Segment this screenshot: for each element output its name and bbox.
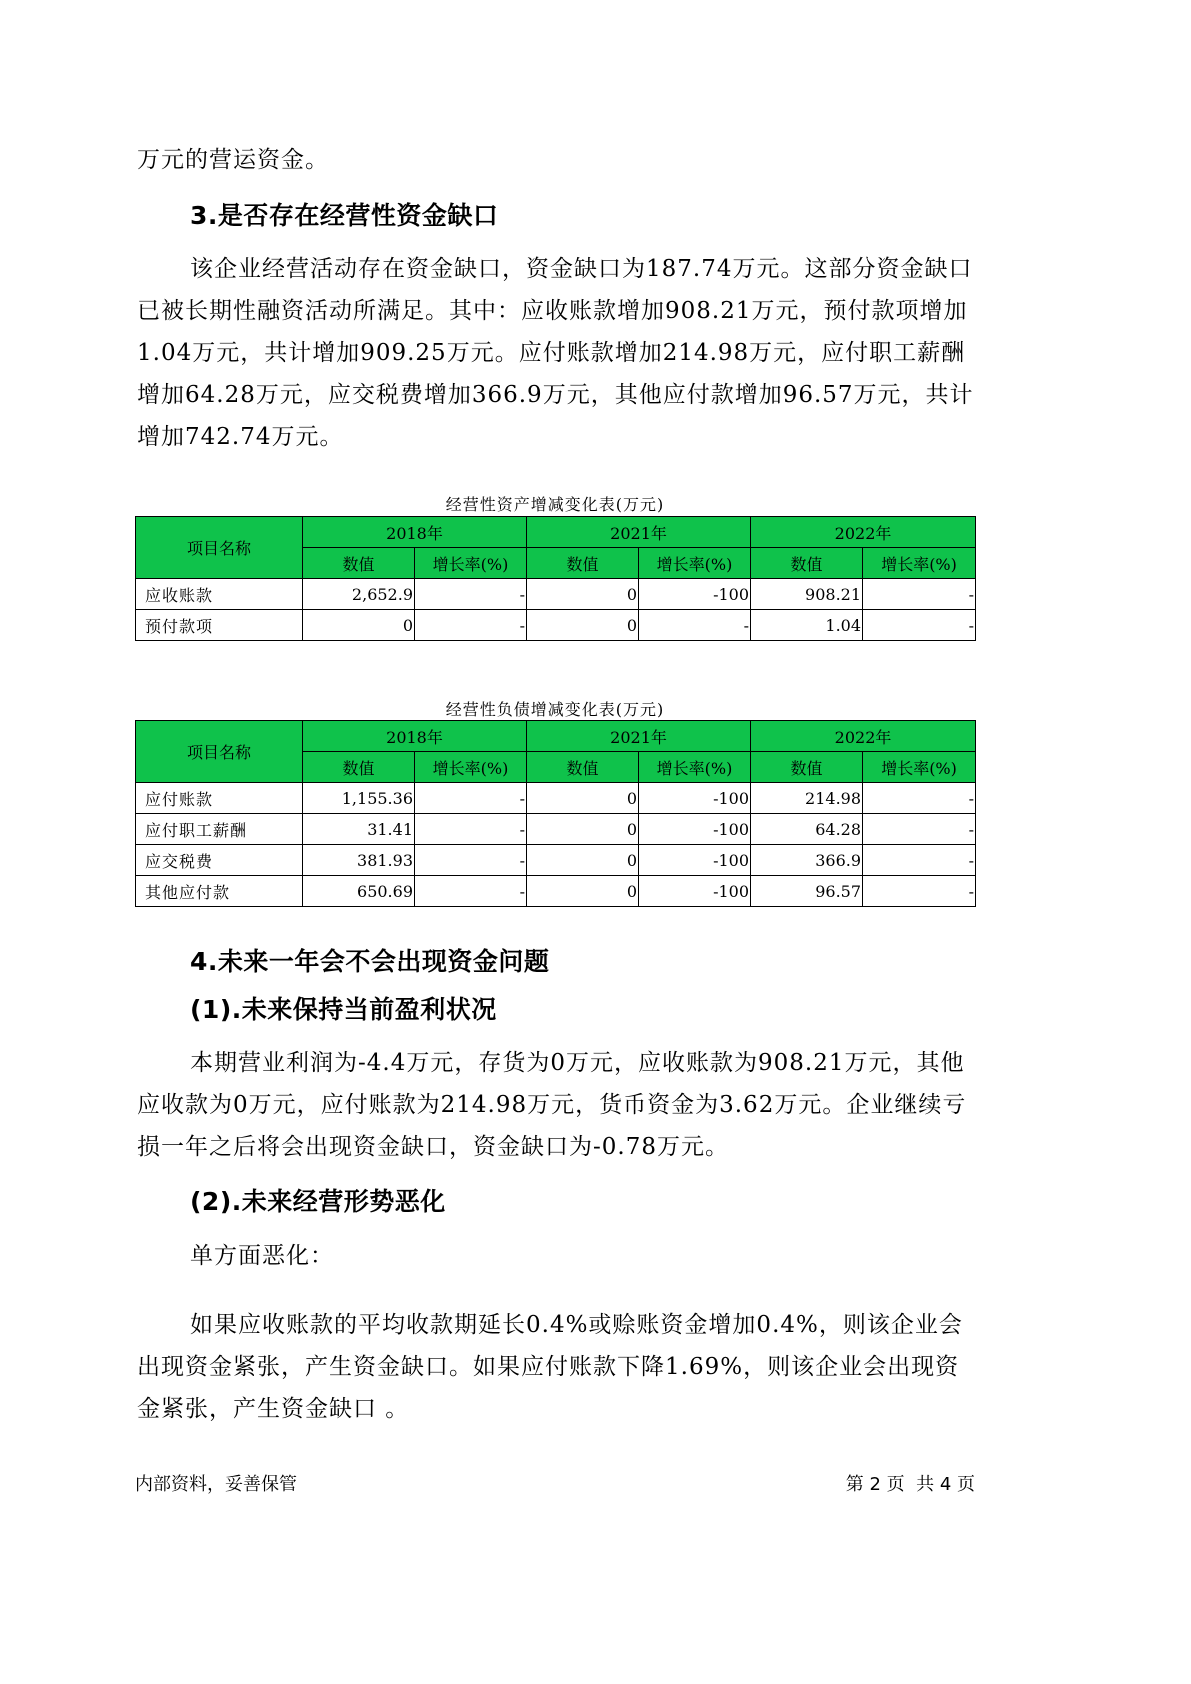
- row-item-name: 应收账款: [136, 579, 303, 610]
- growth-rate-header: 增长率(%): [863, 752, 976, 783]
- value-cell: 0: [527, 610, 639, 641]
- table-row: [136, 610, 976, 641]
- value-cell: 366.9: [751, 845, 863, 876]
- section-3-heading: 3.是否存在经营性资金缺口: [190, 201, 499, 230]
- growth-rate-cell: -: [863, 579, 976, 610]
- table-row: [136, 783, 976, 814]
- growth-rate-header: 增长率(%): [863, 548, 976, 579]
- value-header: 数值: [751, 752, 863, 783]
- section-3-paragraph: 该企业经营活动存在资金缺口，资金缺口为187.74万元。这部分资金缺口已被长期性融资活动所满足。其中：应收账款增加908.21万元，预付款项增加1.04万元，共计增加909.25万元。应付账款增加214.98万元，应付职工薪酬增加64.28万元，应交税费增加366.9万元，其他应付款增加96.57万元，共计增加742.74万元。: [137, 256, 974, 450]
- value-cell: 1.04: [751, 610, 863, 641]
- growth-rate-cell: -100: [639, 814, 751, 845]
- value-cell: 64.28: [751, 814, 863, 845]
- section-4-2-heading: (2).未来经营形势恶化: [190, 1187, 446, 1216]
- section-4-1-heading: (1).未来保持当前盈利状况: [190, 995, 497, 1024]
- table-row: [136, 876, 976, 907]
- growth-rate-cell: -: [415, 814, 527, 845]
- growth-rate-cell: -: [415, 845, 527, 876]
- year-header: 2022年: [751, 517, 976, 548]
- growth-rate-cell: -: [415, 876, 527, 907]
- table-1-caption: 经营性资产增减变化表(万元): [445, 495, 665, 514]
- row-item-name: 预付款项: [136, 610, 303, 641]
- growth-rate-header: 增长率(%): [415, 548, 527, 579]
- value-cell: 908.21: [751, 579, 863, 610]
- value-cell: 0: [527, 783, 639, 814]
- growth-rate-cell: -: [863, 783, 976, 814]
- year-header: 2022年: [751, 721, 976, 752]
- paragraph-working-capital: 万元的营运资金。: [137, 147, 329, 173]
- growth-rate-cell: -: [863, 814, 976, 845]
- row-item-name: 应付账款: [136, 783, 303, 814]
- value-cell: 0: [303, 610, 415, 641]
- year-header: 2018年: [303, 721, 527, 752]
- value-cell: 650.69: [303, 876, 415, 907]
- growth-rate-header: 增长率(%): [639, 548, 751, 579]
- table-row: [136, 814, 976, 845]
- growth-rate-cell: -: [415, 783, 527, 814]
- footer-confidential-note: 内部资料，妥善保管: [135, 1474, 297, 1495]
- footer-page-number: 第 2 页 共 4 页: [845, 1474, 975, 1495]
- value-cell: 2,652.9: [303, 579, 415, 610]
- row-item-name: 应付职工薪酬: [136, 814, 303, 845]
- section-4-1-paragraph: 本期营业利润为-4.4万元，存货为0万元，应收账款为908.21万元，其他应收款为0万元，应付账款为214.98万元，货币资金为3.62万元。企业继续亏损一年之后将会出现资金缺口，资金缺口为-0.78万元。: [137, 1050, 967, 1160]
- value-header: 数值: [527, 548, 639, 579]
- row-item-name: 应交税费: [136, 845, 303, 876]
- value-header: 数值: [303, 752, 415, 783]
- value-header: 数值: [527, 752, 639, 783]
- year-header: 2021年: [527, 517, 751, 548]
- item-name-header: 项目名称: [136, 721, 303, 783]
- value-cell: 0: [527, 579, 639, 610]
- value-cell: 214.98: [751, 783, 863, 814]
- table-2-caption: 经营性负债增减变化表(万元): [445, 700, 665, 719]
- value-cell: 0: [527, 814, 639, 845]
- growth-rate-cell: -: [639, 610, 751, 641]
- growth-rate-cell: -: [415, 579, 527, 610]
- year-header: 2021年: [527, 721, 751, 752]
- growth-rate-cell: -: [863, 876, 976, 907]
- section-4-heading: 4.未来一年会不会出现资金问题: [190, 947, 550, 976]
- growth-rate-cell: -100: [639, 876, 751, 907]
- value-cell: 96.57: [751, 876, 863, 907]
- value-cell: 0: [527, 876, 639, 907]
- item-name-header: 项目名称: [136, 517, 303, 579]
- value-header: 数值: [303, 548, 415, 579]
- growth-rate-cell: -100: [639, 783, 751, 814]
- growth-rate-cell: -: [863, 610, 976, 641]
- value-cell: 1,155.36: [303, 783, 415, 814]
- value-cell: 0: [527, 845, 639, 876]
- growth-rate-cell: -: [863, 845, 976, 876]
- operating-liabilities-table: [135, 720, 976, 907]
- table-row: [136, 579, 976, 610]
- growth-rate-header: 增长率(%): [415, 752, 527, 783]
- value-header: 数值: [751, 548, 863, 579]
- growth-rate-cell: -100: [639, 579, 751, 610]
- table-row: [136, 845, 976, 876]
- year-header: 2018年: [303, 517, 527, 548]
- operating-assets-table: [135, 516, 976, 641]
- row-item-name: 其他应付款: [136, 876, 303, 907]
- growth-rate-header: 增长率(%): [639, 752, 751, 783]
- section-4-2-label: 单方面恶化：: [190, 1243, 334, 1269]
- value-cell: 381.93: [303, 845, 415, 876]
- section-4-2-paragraph: 如果应收账款的平均收款期延长0.4%或赊账资金增加0.4%，则该企业会出现资金紧张，产生资金缺口。如果应付账款下降1.69%，则该企业会出现资金紧张，产生资金缺口 。: [137, 1312, 963, 1422]
- growth-rate-cell: -: [415, 610, 527, 641]
- growth-rate-cell: -100: [639, 845, 751, 876]
- value-cell: 31.41: [303, 814, 415, 845]
